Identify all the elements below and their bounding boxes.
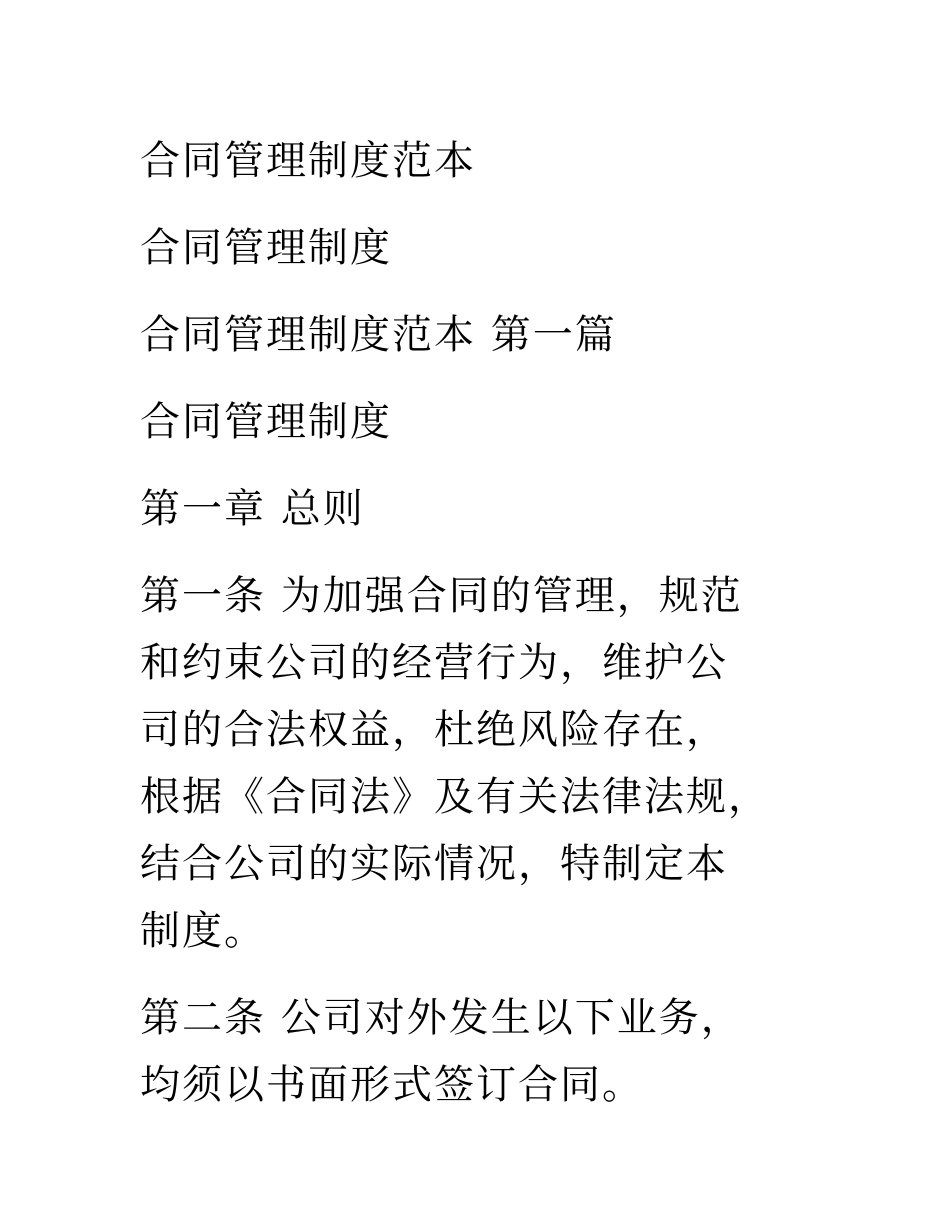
document-page	[140, 128, 820, 1119]
article-2-paragraph: 第二条 公司对外发生以下业务， 均须以书面形式签订合同。	[140, 995, 743, 1108]
document-title: 合同管理制度范本	[140, 138, 476, 184]
document-part-heading: 合同管理制度范本 第一篇	[140, 312, 617, 358]
document-section-title: 合同管理制度	[140, 399, 392, 445]
article-1-paragraph: 第一条 为加强合同的管理，规范 和约束公司的经营行为，维护公 司的合法权益，杜绝风险存在， 根据《合同法》及有关法律法规， 结合公司的实际情况，特制定本 制度。	[140, 573, 770, 954]
chapter-heading: 第一章 总则	[140, 486, 365, 532]
document-subtitle: 合同管理制度	[140, 225, 392, 271]
